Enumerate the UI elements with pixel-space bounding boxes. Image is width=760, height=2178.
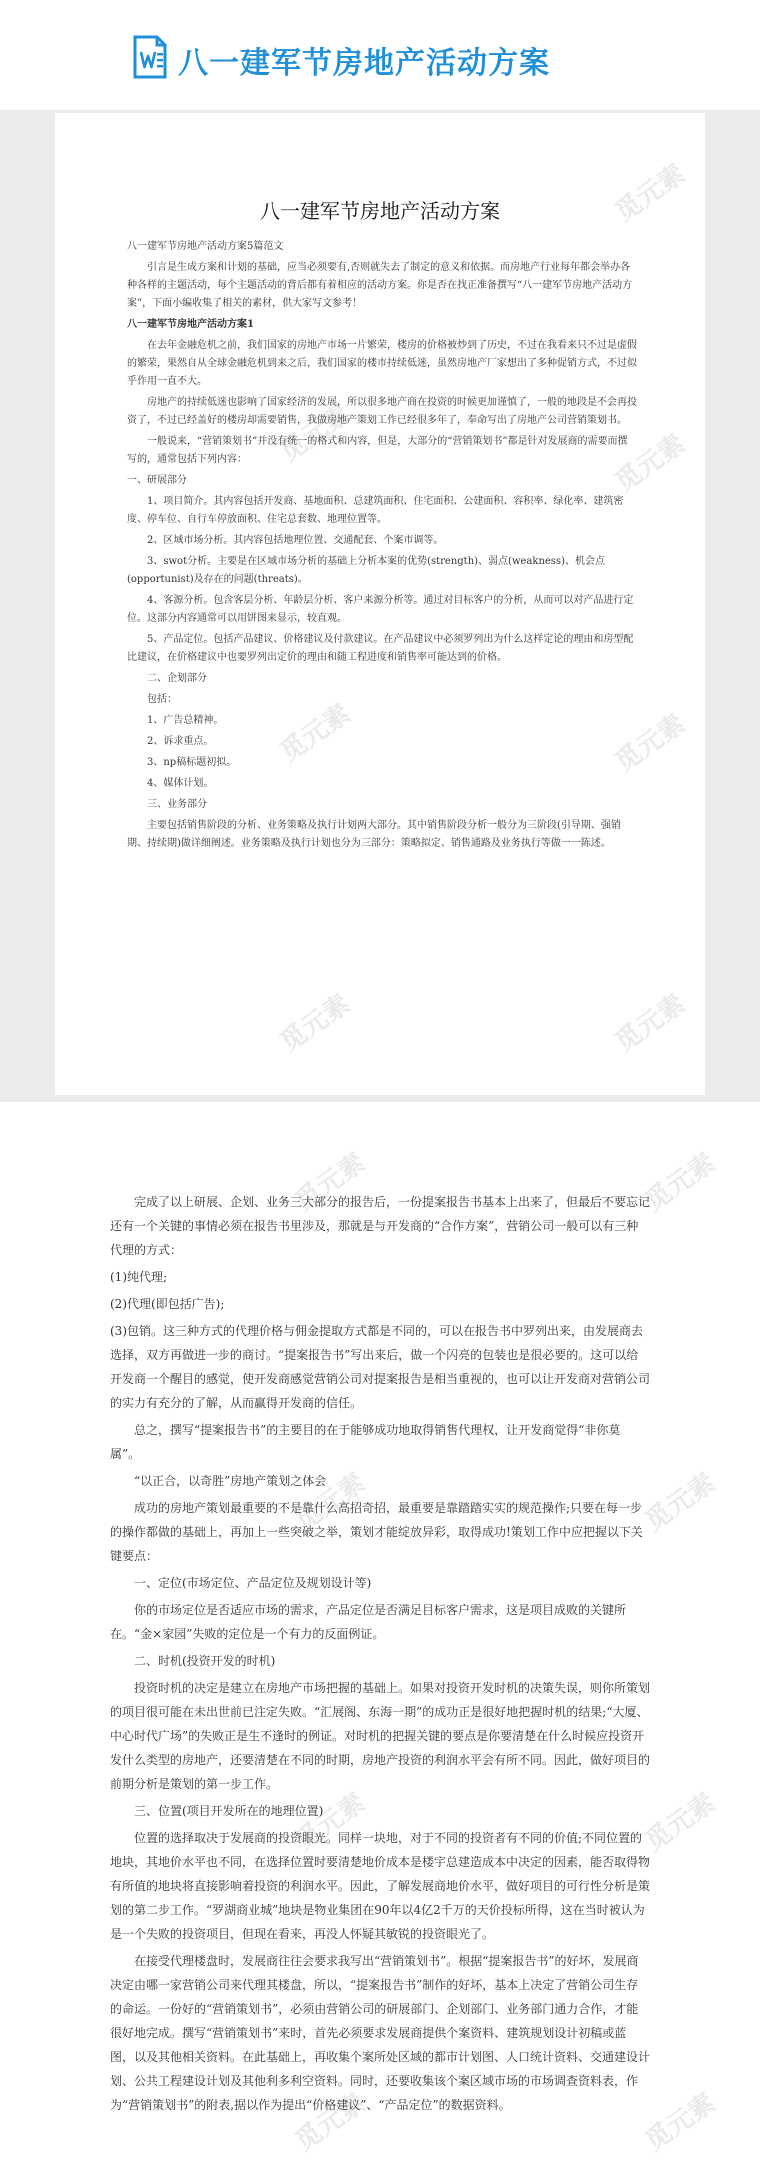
section-heading: 三、位置(项目开发所在的地理位置) xyxy=(134,1804,324,1818)
list-item: 4、媒体计划。 xyxy=(147,778,214,789)
paragraph: 主要包括销售阶段的分析、业务策略及执行计划两大部分。其中销售阶段分析一般分为三阶段(引导期、强销期、持续期)做详细阐述。业务策略及执行计划也分为三部分：策略拟定、销售通路及业务执行等做一一陈述。 xyxy=(127,820,621,849)
paragraph: “以正合，以奇胜”房地产策划之体会 xyxy=(134,1474,327,1488)
watermark: 觅元素 xyxy=(609,988,691,1059)
paragraph: 3、swot分析。主要是在区域市场分析的基础上分析本案的优势(strength)、弱点(weakness)、机会点(opportunist)及存在的问题(threats)。 xyxy=(127,556,605,585)
section-heading: 二、企划部分 xyxy=(147,673,207,684)
banner-title: 八一建军节房地产活动方案 xyxy=(178,46,550,81)
list-item: (2)代理(即包括广告); xyxy=(110,1297,225,1311)
section-heading: 一、定位(市场定位、产品定位及规划设计等) xyxy=(134,1576,372,1590)
watermark: 觅元素 xyxy=(274,988,356,1059)
paragraph: 投资时机的决定是建立在房地产市场把握的基础上。如果对投资开发时机的决策失误，则你所策划的项目很可能在未出世前已注定失败。“汇展阁、东海一期”的成功正是很好地把握时机的结果;“大厦、中心时代广场”的失败正是生不逢时的例证。对时机的把握关键的要点是你要清楚在什么时候应投资开发什么类型的房地产，还要清楚在不同的时期，房地产投资的利润水平会有所不同。因此，做好项目的前期分析是策划的第一步工作。 xyxy=(110,1681,651,1791)
paragraph: 你的市场定位是否适应市场的需求，产品定位是否满足目标客户需求，这是项目成败的关键所在。“金×家园”失败的定位是一个有力的反面例证。 xyxy=(110,1603,627,1641)
watermark: 觅元素 xyxy=(639,1787,721,1858)
paragraph: 在接受代理楼盘时，发展商往往会要求我写出“营销策划书”。根据“提案报告书”的好坏，发展商决定由哪一家营销公司来代理其楼盘，所以，“提案报告书”制作的好坏，基本上决定了营销公司生存的命运。一份好的“营销策划书”，必须由营销公司的研展部门、企划部门、业务部门通力合作，才能很好地完成。撰写“营销策划书”来时，首先必须要求发展商提供个案资料、建筑规划设计初稿或蓝图，以及其他相关资料。在此基础上，再收集个案所处区域的都市计划图、人口统计资料、交通建设计划、公共工程建设计划及其他利多利空资料。同时，还要收集该个案区域市场的市场调查资料表，作为“营销策划书”的附表,据以作为提出“价格建议”、“产品定位”的数据资料。 xyxy=(110,1954,651,2112)
paragraph: 引言是生成方案和计划的基础，应当必须要有,否则就失去了制定的意义和依据。而房地产行业每年都会举办各种各样的主题活动，每个主题活动的背后都有着相应的活动方案。你是否在找正准备撰写“八一建军节房地产活动方案”，下面小编收集了相关的素材，供大家写文参考！ xyxy=(127,262,633,309)
header-banner xyxy=(0,0,760,110)
watermark: 觅元素 xyxy=(609,158,691,229)
watermark: 觅元素 xyxy=(609,428,691,499)
paragraph: 一般说来，“营销策划书”并没有统一的格式和内容，但是，大部分的“营销策划书”都是针对发展商的需要而撰写的，通常包括下列内容： xyxy=(127,436,628,465)
watermark: 觅元素 xyxy=(639,1147,721,1218)
watermark: 觅元素 xyxy=(274,698,356,769)
document-title: 八一建军节房地产活动方案 xyxy=(260,199,500,223)
paragraph: 在去年金融危机之前，我们国家的房地产市场一片繁荣，楼房的价格被炒到了历史，不过在我看来只不过是虚假的繁荣，果然自从全球金融危机到来之后，我们国家的楼市持续低迷，虽然房地产厂家想出了多种促销方式，不过似乎作用一直不大。 xyxy=(127,340,637,387)
paragraph: 包括： xyxy=(147,694,177,705)
paragraph: 总之，撰写“提案报告书”的主要目的在于能够成功地取得销售代理权，让开发商觉得“非你莫属”。 xyxy=(110,1423,621,1461)
list-item: (3)包销。这三种方式的代理价格与佣金提取方式都是不同的，可以在报告书中罗列出来，由发展商去选择，双方再做进一步的商讨。“提案报告书”写出来后，做一个闪亮的包装也是很必要的。这可以给开发商一个醒目的感觉，使开发商感觉营销公司对提案报告是相当重视的，也可以让开发商对营销公司的实力有充分的了解，从而赢得开发商的信任。 xyxy=(110,1324,651,1410)
document-body-1 xyxy=(127,238,637,856)
document-page-2 xyxy=(0,1102,760,2178)
watermark: 觅元素 xyxy=(639,1467,721,1538)
watermark: 觅元素 xyxy=(274,398,356,469)
list-item: 3、np稿标题初拟。 xyxy=(147,757,237,768)
paragraph: 1、项目简介。其内容包括开发商、基地面积、总建筑面积、住宅面积、公建面积、容积率、绿化率、建筑密度、停车位、自行车停放面积、住宅总套数、地理位置等。 xyxy=(127,496,624,525)
paragraph: 2、区域市场分析。其内容包括地理位置、交通配套、个案市调等。 xyxy=(147,535,444,546)
watermark: 觅元素 xyxy=(289,1787,371,1858)
word-document-icon xyxy=(133,35,167,79)
section-heading: 八一建军节房地产活动方案1 xyxy=(127,319,254,330)
list-item: 1、广告总精神。 xyxy=(147,715,224,726)
watermark: 觅元素 xyxy=(639,2087,721,2158)
watermark: 觅元素 xyxy=(289,2087,371,2158)
watermark: 觅元素 xyxy=(609,708,691,779)
paragraph: 位置的选择取决于发展商的投资眼光。同样一块地，对于不同的投资者有不同的价值;不同位置的地块，其地价水平也不同，在选择位置时要清楚地价成本是楼宇总建造成本中决定的因素，能否取得物有所值的地块将直接影响着投资的利润水平。因此，了解发展商地价水平，做好项目的可行性分析是策划的第二步工作。“罗湖商业城”地块是物业集团在90年以4亿2千万的天价投标所得，这在当时被认为是一个失败的投资项目，但现在看来，再没人怀疑其敏锐的投资眼光了。 xyxy=(110,1831,651,1941)
paragraph: 房地产的持续低迷也影响了国家经济的发展，所以很多地产商在投资的时候更加谨慎了，一般的地段是不会再投资了，不过已经盖好的楼房却需要销售，我做房地产策划工作已经很多年了，奉命写出了房地产公司营销策划书。 xyxy=(127,397,637,426)
paragraph: 5、产品定位。包括产品建议、价格建议及付款建议。在产品建议中必须罗列出为什么这样定论的理由和房型配比建议，在价格建议中也要罗列出定价的理由和随工程进度和销售率可能达到的价格。 xyxy=(127,634,634,663)
list-item: (1)纯代理; xyxy=(110,1270,168,1284)
watermark: 觅元素 xyxy=(289,1147,371,1218)
document-body-2 xyxy=(110,1190,650,2120)
paragraph: 八一建军节房地产活动方案5篇范文 xyxy=(127,241,284,252)
document-page-1 xyxy=(55,113,705,1095)
section-heading: 一、研展部分 xyxy=(127,475,187,486)
section-heading: 二、时机(投资开发的时机) xyxy=(134,1654,276,1668)
paragraph: 完成了以上研展、企划、业务三大部分的报告后，一份提案报告书基本上出来了，但最后不要忘记还有一个关键的事情必须在报告书里涉及，那就是与开发商的“合作方案”，营销公司一般可以有三种代理的方式： xyxy=(110,1195,651,1257)
watermark: 觅元素 xyxy=(289,1467,371,1538)
section-heading: 三、业务部分 xyxy=(147,799,207,810)
list-item: 2、诉求重点。 xyxy=(147,736,214,747)
paragraph: 成功的房地产策划最重要的不是靠什么高招奇招，最重要是靠踏踏实实的规范操作;只要在每一步的操作都做的基础上，再加上一些突破之举，策划才能绽放异彩，取得成功!策划工作中应把握以下关键要点： xyxy=(110,1501,643,1563)
paragraph: 4、客源分析。包含客层分析、年龄层分析、客户来源分析等。通过对目标客户的分析，从而可以对产品进行定位。这部分内容通常可以用饼图来显示，较直观。 xyxy=(127,595,634,624)
